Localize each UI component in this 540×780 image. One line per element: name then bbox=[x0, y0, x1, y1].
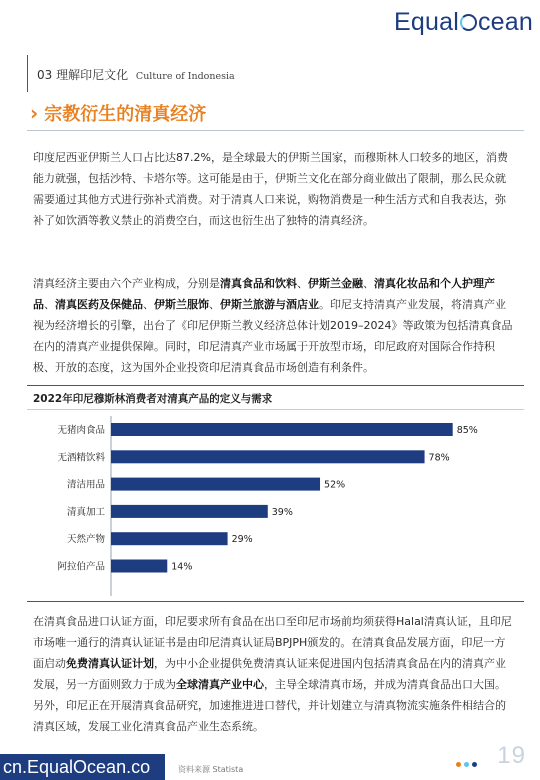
bar bbox=[111, 560, 167, 573]
category-label: 无酒精饮料 bbox=[57, 452, 105, 464]
category-label: 清洁用品 bbox=[66, 479, 105, 491]
page-number: 19 bbox=[497, 742, 526, 769]
bar bbox=[111, 423, 453, 436]
bar bbox=[111, 450, 425, 463]
paragraph-text: 、 bbox=[363, 277, 374, 290]
chart-title-rule bbox=[27, 409, 524, 410]
value-label: 14% bbox=[171, 561, 193, 573]
logo-ring-icon bbox=[460, 14, 477, 31]
paragraph-text: 、 bbox=[209, 298, 220, 311]
paragraph-text: 清真经济主要由六个产业构成，分别是 bbox=[33, 277, 220, 290]
dot-icon bbox=[472, 762, 477, 767]
dot-icon bbox=[456, 762, 461, 767]
category-label: 无猪肉食品 bbox=[57, 425, 105, 436]
chart-top-rule bbox=[27, 385, 524, 386]
highlight-text: 全球清真产业中心 bbox=[176, 678, 264, 691]
bar bbox=[111, 505, 268, 518]
category-label: 阿拉伯产品 bbox=[57, 561, 105, 573]
logo: Equal cean bbox=[394, 8, 533, 36]
highlight-text: 伊斯兰金融 bbox=[308, 277, 363, 290]
value-label: 52% bbox=[324, 479, 346, 491]
paragraph-text: 、 bbox=[143, 298, 154, 311]
footer-url[interactable]: cn.EqualOcean.co bbox=[0, 754, 165, 780]
section-title: 03 理解印尼文化 bbox=[37, 68, 129, 82]
paragraph-text: 。印尼支持清真产业发展，将清真产业视为经济增长的引擎，出台了《印尼伊斯兰教义经济总体计划2019–2024》等政策为包括清真食品在内的清真产业提供保障。同时，印尼清真产业市场属于开放型市场，印尼政府对国际合作持积极、开放的态度，这为国外企业投资印尼清真食品市场创造有利条件。 bbox=[33, 298, 513, 374]
value-label: 85% bbox=[456, 425, 478, 436]
paragraph-industries bbox=[33, 273, 513, 378]
value-label: 39% bbox=[271, 506, 293, 518]
footer-source: 资料来源 Statista bbox=[178, 765, 244, 774]
category-label: 天然产物 bbox=[66, 534, 105, 546]
heading-divider bbox=[27, 130, 524, 131]
highlight-text: 清真医药及保健品 bbox=[55, 298, 143, 311]
paragraph-text: 在清真食品进口认证方面，印尼要求所有食品在出口至印尼市场前均须获得Halal清真认证，且印尼市场唯一通行的清真认证证书是由印尼清真认证局BPJPH颁发的。在清真食品发展方面，印尼一方面启动 bbox=[33, 615, 512, 670]
bar bbox=[111, 532, 228, 545]
bar bbox=[111, 478, 320, 491]
section-label bbox=[37, 66, 235, 83]
chevron-right-icon: › bbox=[30, 101, 39, 125]
paragraph-text: 、 bbox=[44, 298, 55, 311]
highlight-text: 伊斯兰服饰 bbox=[154, 298, 209, 311]
heading-text: 宗教衍生的清真经济 bbox=[44, 104, 207, 125]
highlight-text: 伊斯兰旅游与酒店业 bbox=[220, 298, 319, 311]
highlight-text: 免费清真认证计划 bbox=[66, 657, 154, 670]
highlight-text: 清真食品和饮料 bbox=[220, 277, 297, 290]
paragraph-intro: 印度尼西亚伊斯兰人口占比达87.2%，是全球最大的伊斯兰国家，而穆斯林人口较多的地区，消费能力就强，包括沙特、卡塔尔等。这可能是由于，伊斯兰文化在部分商业做出了限制，那么民众就需要通过其他方式进行弥补式消费。对于清真人口来说，购物消费是一种生活方式和自我表达，弥补了如饮酒等教义禁止的消费空白，而这也衍生出了独特的清真经济。 bbox=[33, 151, 508, 227]
paragraph-text: ，为中小企业提供免费清真认证来促进国内包括清真食品在内的清真产业发展，另一方面则致力于成为 bbox=[33, 657, 506, 691]
dot-icon bbox=[464, 762, 469, 767]
paragraph-text: 、 bbox=[297, 277, 308, 290]
page-heading bbox=[30, 100, 206, 126]
highlight-text: 清真化妆品和个人护理产品 bbox=[33, 277, 495, 311]
paragraph-text: ，主导全球清真市场，并成为清真食品出口大国。另外，印尼正在开展清真食品研究，加速推进进口替代，并计划建立与清真物流实施条件相结合的清真区域，发展工业化清真食品产业生态系统。 bbox=[33, 678, 506, 733]
footer-dots bbox=[456, 752, 480, 771]
chart-title: 2022年印尼穆斯林消费者对清真产品的定义与需求 bbox=[33, 393, 273, 405]
chart-bottom-rule bbox=[27, 601, 524, 602]
value-label: 29% bbox=[231, 534, 253, 546]
category-label: 清真加工 bbox=[66, 506, 105, 518]
section-divider bbox=[27, 55, 28, 92]
section-subtitle: Culture of Indonesia bbox=[135, 71, 235, 82]
bar-chart bbox=[27, 414, 527, 598]
paragraph-certification bbox=[33, 611, 513, 737]
value-label: 78% bbox=[428, 452, 450, 464]
